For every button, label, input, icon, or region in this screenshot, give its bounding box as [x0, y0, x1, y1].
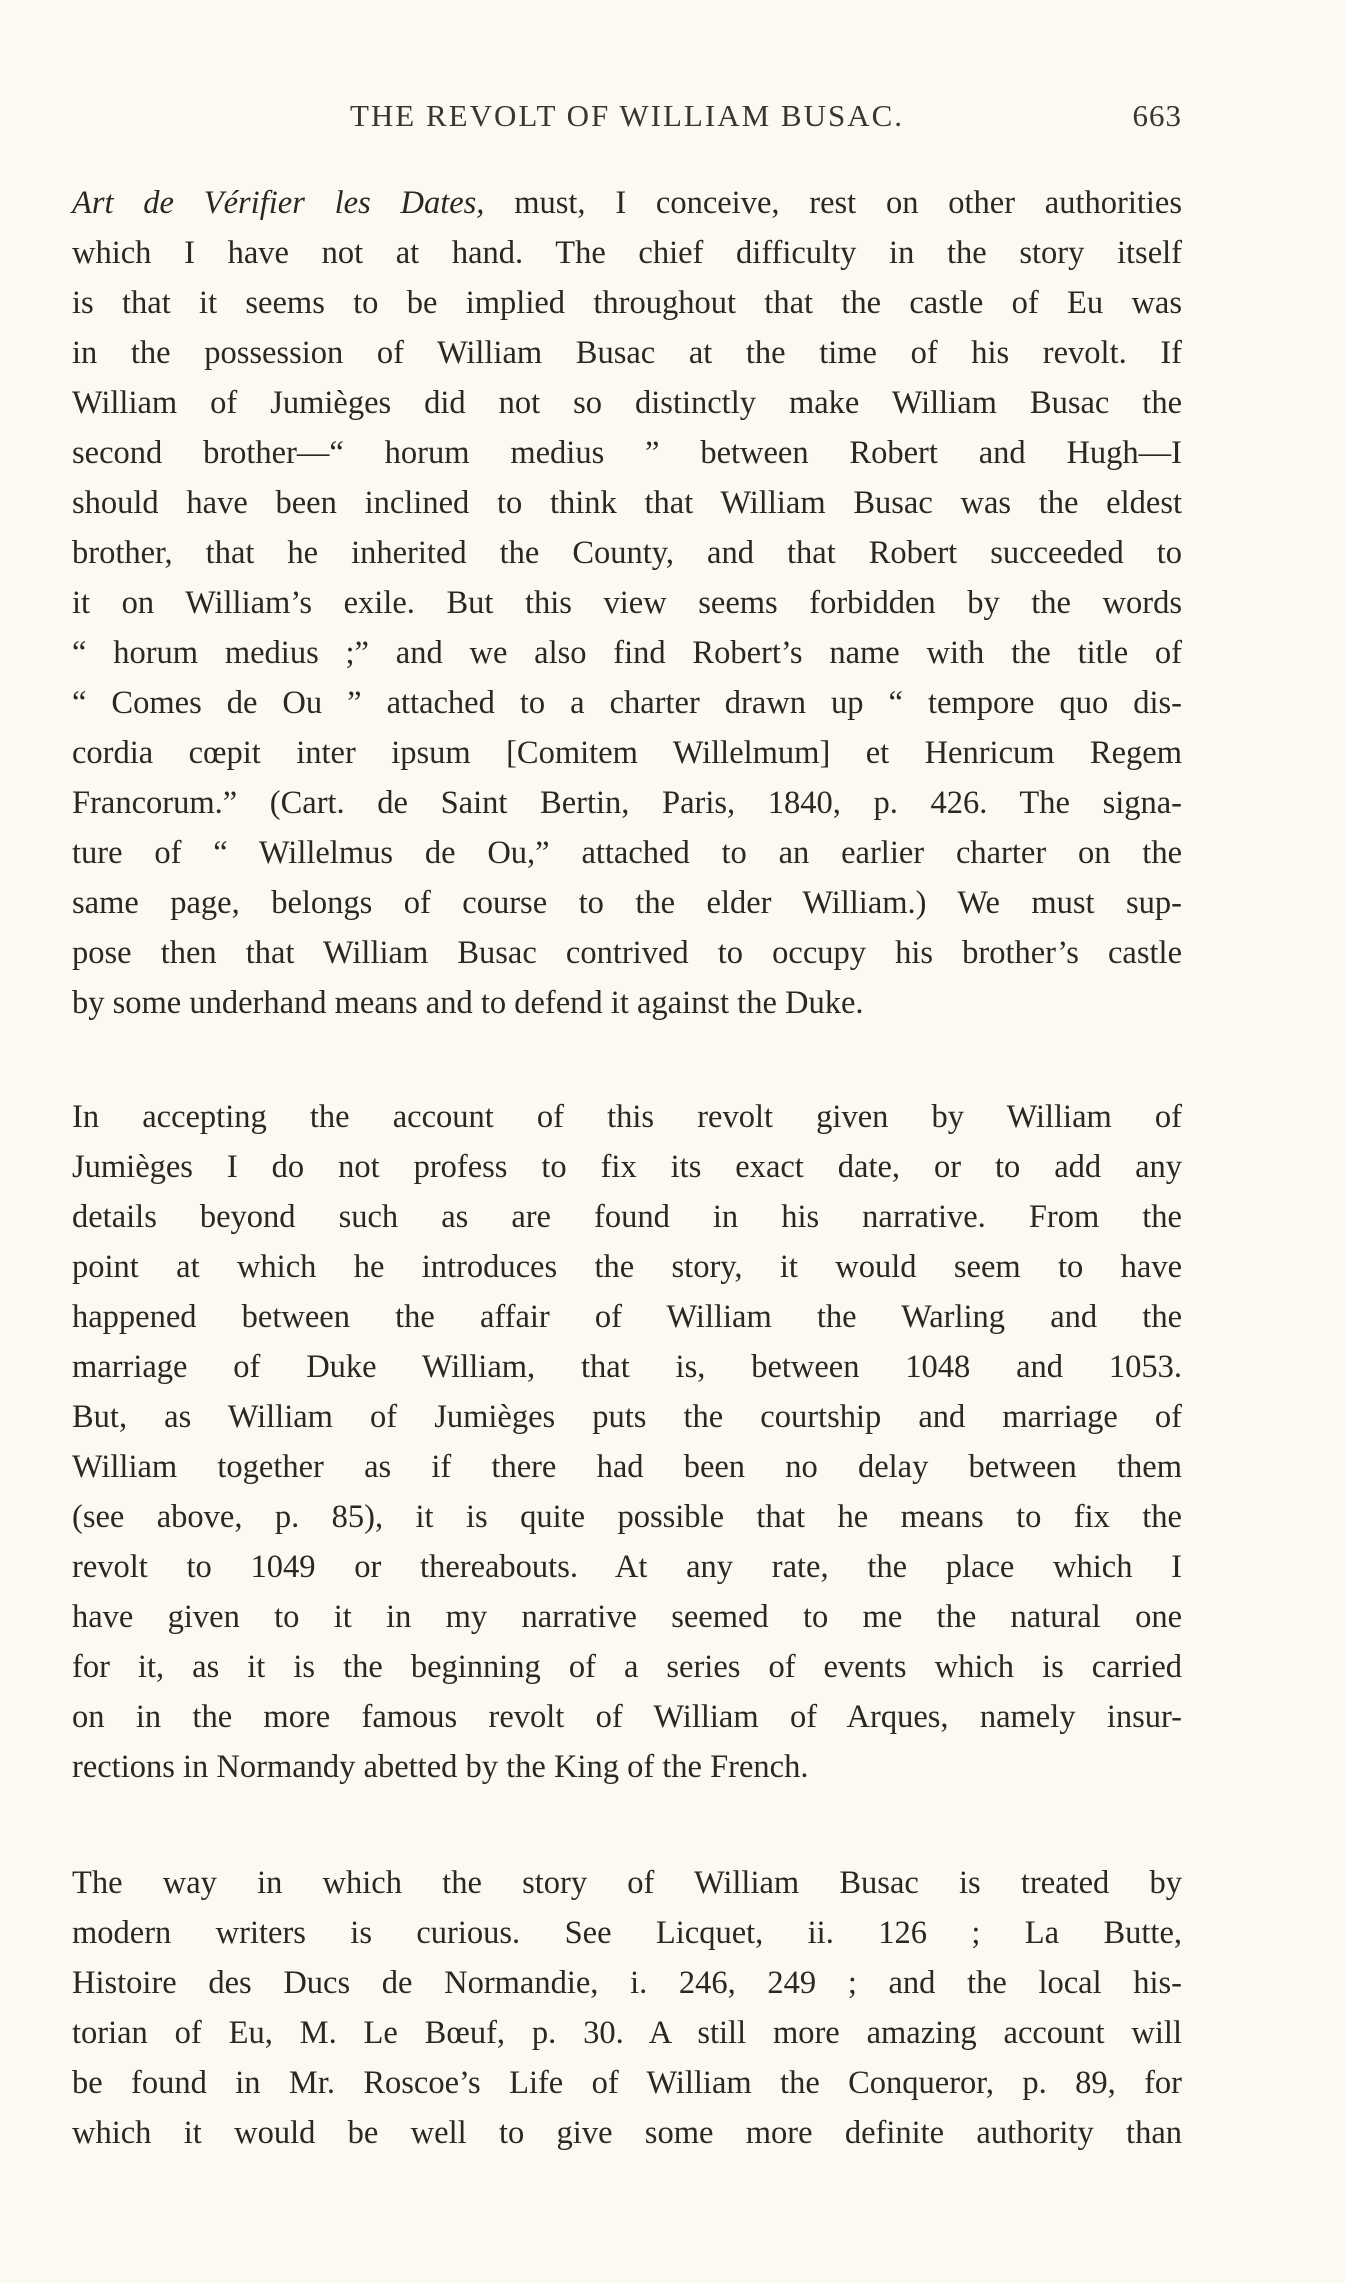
text-line: In accepting the account of this revolt given by William of [72, 1099, 1182, 1135]
text-line: Francorum.” (Cart. de Saint Bertin, Paris, 1840, p. 426. The signa- [72, 785, 1182, 821]
text-line: point at which he introduces the story, it would seem to have [72, 1249, 1182, 1285]
text-line: cordia cœpit inter ipsum [Comitem Willelmum] et Henricum Regem [72, 735, 1182, 771]
running-head [72, 98, 1182, 142]
text-line: The way in which the story of William Busac is treated by [72, 1865, 1182, 1901]
paragraph-gap [72, 1028, 1182, 1092]
paragraph-3 [72, 1858, 1182, 2158]
text-line: should have been inclined to think that William Busac was the eldest [72, 485, 1182, 521]
text-line: which it would be well to give some more definite authority than [72, 2115, 1182, 2151]
text-line: for it, as it is the beginning of a series of events which is carried [72, 1649, 1182, 1685]
text-line: be found in Mr. Roscoe’s Life of William the Conqueror, p. 89, for [72, 2065, 1182, 2101]
text-line: modern writers is curious. See Licquet, ii. 126 ; La Butte, [72, 1915, 1182, 1951]
text-line: rections in Normandy abetted by the King of the French. [72, 1749, 809, 1785]
text-line: “ Comes de Ou ” attached to a charter drawn up “ tempore quo dis- [72, 685, 1182, 721]
text-line: ture of “ Willelmus de Ou,” attached to an earlier charter on the [72, 835, 1182, 871]
text-line: pose then that William Busac contrived to occupy his brother’s castle [72, 935, 1182, 971]
text-line: which I have not at hand. The chief difficulty in the story itself [72, 235, 1182, 271]
text-line: it on William’s exile. But this view seems forbidden by the words [72, 585, 1182, 621]
text-line: torian of Eu, M. Le Bœuf, p. 30. A still more amazing account will [72, 2015, 1182, 2051]
text-line: same page, belongs of course to the elder William.) We must sup- [72, 885, 1182, 921]
text-line: brother, that he inherited the County, and that Robert succeeded to [72, 535, 1182, 571]
text-line: William of Jumièges did not so distinctly make William Busac the [72, 385, 1182, 421]
text-line: second brother—“ horum medius ” between Robert and Hugh—I [72, 435, 1182, 471]
italic-title: Art de Vérifier les Dates, [72, 185, 485, 221]
text-line: is that it seems to be implied throughout that the castle of Eu was [72, 285, 1182, 321]
text-line: happened between the affair of William the Warling and the [72, 1299, 1182, 1335]
text-line: on in the more famous revolt of William of Arques, namely insur- [72, 1699, 1182, 1735]
text-line: in the possession of William Busac at the time of his revolt. If [72, 335, 1182, 371]
text-line: details beyond such as are found in his narrative. From the [72, 1199, 1182, 1235]
text-line: have given to it in my narrative seemed to me the natural one [72, 1599, 1182, 1635]
text-line: marriage of Duke William, that is, between 1048 and 1053. [72, 1349, 1182, 1385]
running-title: THE REVOLT OF WILLIAM BUSAC. [349, 98, 905, 133]
text-line: “ horum medius ;” and we also find Robert’s name with the title of [72, 635, 1182, 671]
paragraph-gap [72, 1792, 1182, 1858]
text-line: William together as if there had been no delay between them [72, 1449, 1182, 1485]
text-line: (see above, p. 85), it is quite possible that he means to fix the [72, 1499, 1182, 1535]
body-text [72, 178, 1182, 2158]
text-line: revolt to 1049 or thereabouts. At any rate, the place which I [72, 1549, 1182, 1585]
text-line: But, as William of Jumièges puts the courtship and marriage of [72, 1399, 1182, 1435]
text-line: Jumièges I do not profess to fix its exact date, or to add any [72, 1149, 1182, 1185]
text-line: by some underhand means and to defend it against the Duke. [72, 985, 864, 1021]
paragraph-1 [72, 178, 1182, 1028]
text-line: Art de Vérifier les Dates, must, I conceive, rest on other authorities [72, 185, 1182, 221]
paragraph-2 [72, 1092, 1182, 1792]
text-line: Histoire des Ducs de Normandie, i. 246, 249 ; and the local his- [72, 1965, 1182, 2001]
page-number: 663 [1132, 98, 1182, 133]
